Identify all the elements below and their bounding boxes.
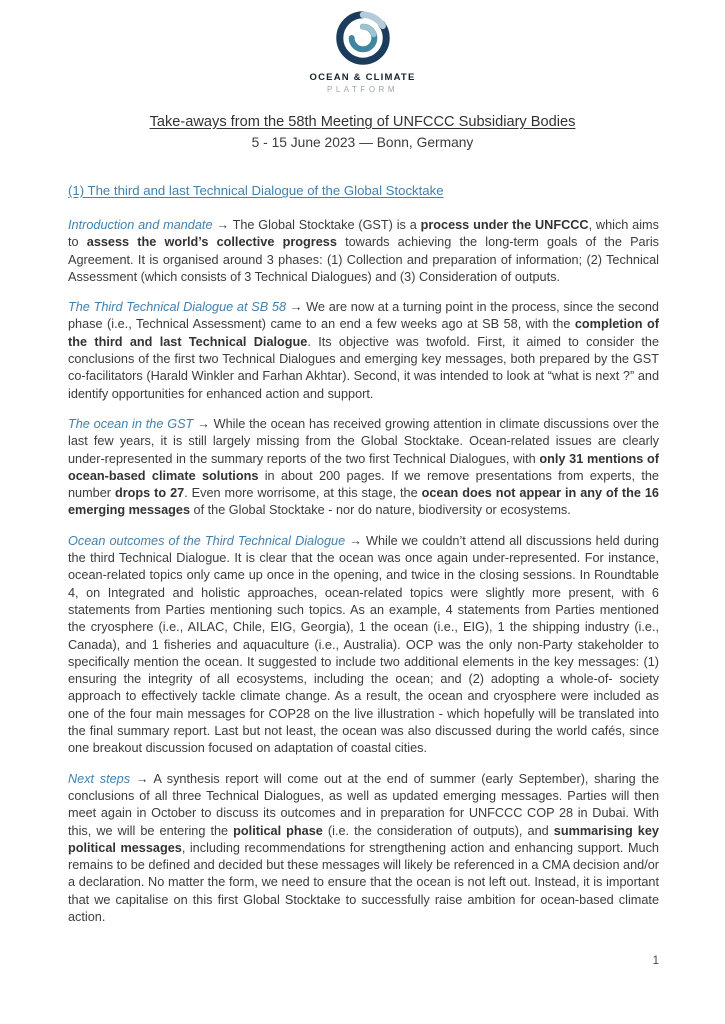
text-run: towards achieving the long-term goals of the Paris Agreement. It is organised around 3 phases: (1) Collection and preparation of information; (2) Technical Assessment (which consists of 3 Technical Dialogues) and (3) Consideration of outputs. xyxy=(68,235,660,284)
text-run: (i.e. the consideration of outputs), and xyxy=(322,823,554,838)
text-run: . Its objective was twofold. First, it aimed to consider the conclusions of the first two Technical Dialogues and emerging key messages, both prepared by the GST co-facilitators (Harald Winkler and Farhan Akhtar). Second, it was intended to look at “what is next ?” and identify opportunities for enhanced action and support. xyxy=(68,334,660,401)
text-run: → A synthesis report will come out at the end of summer (early September), sharing the conclusions of all three Technical Dialogues, as well as updated emerging messages. Parties will then meet again in October to discuss its outcomes and in preparation for UNFCCC COP 28 in Dubai. With this, we will be entering the xyxy=(68,771,659,838)
text-run: , including recommendations for strengthening action and enhancing support. Much remains to be defined and decided but these messages will likely be referenced in a CMA decision and/or a declaration. No matter the form, we need to ensure that the ocean is not left out. Instead, it is important that we capitalise on this first Global Stocktake to successfully raise ambition for ocean-based climate action. xyxy=(68,840,660,924)
paragraph-ocean-outcomes-third-dialogue xyxy=(68,533,659,758)
document-title: Take-aways from the 58th Meeting of UNFCCC Subsidiary Bodies xyxy=(149,114,576,130)
paragraph-next-steps xyxy=(68,771,659,927)
text-run: → While the ocean has received growing attention in climate discussions over the last few years, it is still largely missing from the Global Stocktake. Ocean-related issues are clearly under-represented in the summary reports of the two first Technical Dialogues, with xyxy=(68,416,659,466)
document-header xyxy=(0,114,725,150)
text-run: . Even more worrisome, at this stage, the xyxy=(184,486,422,501)
paragraph-third-technical-dialogue-at-sb58 xyxy=(68,299,659,403)
paragraph-lead: Introduction and mandate xyxy=(68,218,213,232)
org-logo xyxy=(0,11,725,94)
bold-text-run: summarising key political messages xyxy=(68,823,659,855)
bold-text-run: drops to 27 xyxy=(114,486,185,501)
paragraph-lead: Ocean outcomes of the Third Technical Dialogue xyxy=(68,533,346,548)
text-run: in about 200 pages. If we remove presentations from experts, the number xyxy=(68,468,659,501)
text-run: → While we couldn’t attend all discussions held during the third Technical Dialogue. It is clear that the ocean was once again under-represented. For instance, ocean-related topics only came up once in the opening, and twice in the closing sessions. In Roundtable 4, on Integrated and holistic approaches, ocean-related topics were slightly more present, with 6 statements from Parties mentioning such topics. As an example, 4 statements from Parties mentioned the cryosphere (i.e., AILAC, Chile, EIG, Georgia), 1 the ocean (i.e., EIG), 1 the shipping industry (i.e., Canada), and 1 fisheries and aquaculture (i.e., Australia). OCP was the only non-Party stakeholder to specifically mention the ocean. It suggested to include two additional elements in the key messages: (1) ensuring the integrity of all ecosystems, including the ocean; and (2) adopting a whole-of- society approach to effectively tackle climate change. As a result, the ocean and cryosphere were included as one of the four main messages for COP28 on the live illustration - which hopefully will be translated into the final summary report. Last but not least, the ocean was also discussed during the world cafés, since one breakout discussion focused on adaptation of coastal cities. xyxy=(68,533,659,756)
text-run: → The Global Stocktake (GST) is a xyxy=(212,218,421,232)
paragraph-introduction-and-mandate xyxy=(68,217,659,286)
text-run: , which aims to xyxy=(68,218,659,250)
page-number: 1 xyxy=(652,955,659,967)
paragraph-lead: The ocean in the GST xyxy=(68,416,194,431)
text-run: of the Global Stocktake - nor do nature, biodiversity or ecosystems. xyxy=(190,503,571,518)
bold-text-run: only 31 mentions of ocean-based climate solutions xyxy=(68,451,659,483)
org-name: OCEAN & CLIMATE xyxy=(309,72,416,83)
text-run: → We are now at a turning point in the process, since the second phase (i.e., Technical Assessment) came to an end a few weeks ago at SB 58, with the xyxy=(68,300,659,332)
bold-text-run: completion of the third and last Technical Dialogue xyxy=(68,317,659,349)
ocean-wave-logo-icon xyxy=(336,11,390,65)
paragraph-lead: Next steps xyxy=(68,771,131,786)
bold-text-run: political phase xyxy=(233,823,323,838)
section-heading-link[interactable]: (1) The third and last Technical Dialogue of the Global Stocktake xyxy=(68,183,444,198)
document-subtitle: 5 - 15 June 2023 — Bonn, Germany xyxy=(251,135,474,150)
org-subname: PLATFORM xyxy=(327,85,398,94)
bold-text-run: ocean does not appear in any of the 16 emerging messages xyxy=(68,486,659,518)
bold-text-run: assess the world’s collective progress xyxy=(86,235,337,250)
document-body xyxy=(68,217,659,939)
paragraph-ocean-in-the-gst xyxy=(68,416,659,520)
paragraph-lead: The Third Technical Dialogue at SB 58 xyxy=(68,300,287,315)
bold-text-run: process under the UNFCCC xyxy=(420,218,589,232)
